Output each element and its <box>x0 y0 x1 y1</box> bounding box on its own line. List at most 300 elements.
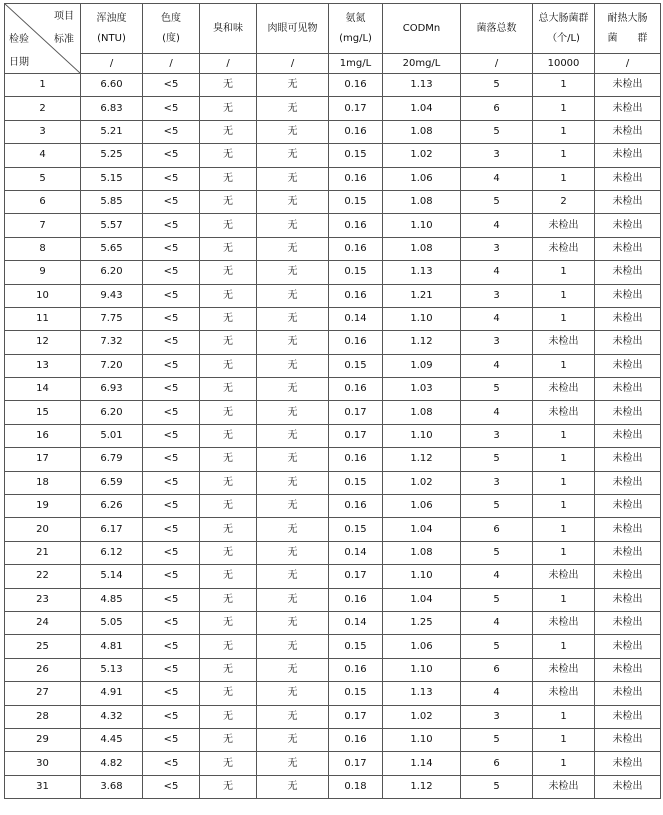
cell-codmn: 1.14 <box>383 752 461 775</box>
cell-odor: 无 <box>200 705 257 728</box>
cell-color: <5 <box>143 682 200 705</box>
cell-turbidity: 6.79 <box>81 448 143 471</box>
cell-day: 17 <box>5 448 81 471</box>
cell-total-coliform: 1 <box>533 471 595 494</box>
cell-odor: 无 <box>200 728 257 751</box>
table-row <box>5 74 661 97</box>
cell-odor: 无 <box>200 518 257 541</box>
cell-color: <5 <box>143 74 200 97</box>
cell-colony-count: 5 <box>461 775 533 798</box>
cell-day: 8 <box>5 237 81 260</box>
cell-thermotolerant-coliform: 未检出 <box>595 518 661 541</box>
table-row <box>5 682 661 705</box>
cell-color: <5 <box>143 424 200 447</box>
cell-visible-matter: 无 <box>257 74 329 97</box>
cell-color: <5 <box>143 588 200 611</box>
cell-turbidity: 4.32 <box>81 705 143 728</box>
cell-codmn: 1.13 <box>383 261 461 284</box>
cell-codmn: 1.09 <box>383 354 461 377</box>
cell-day: 27 <box>5 682 81 705</box>
cell-odor: 无 <box>200 588 257 611</box>
cell-total-coliform: 1 <box>533 307 595 330</box>
standard-visible-matter: / <box>257 54 329 74</box>
cell-turbidity: 7.75 <box>81 307 143 330</box>
cell-codmn: 1.10 <box>383 307 461 330</box>
cell-thermotolerant-coliform: 未检出 <box>595 682 661 705</box>
cell-turbidity: 6.83 <box>81 97 143 120</box>
corner-standard-label: 标准 <box>54 34 74 45</box>
cell-codmn: 1.06 <box>383 495 461 518</box>
cell-odor: 无 <box>200 635 257 658</box>
cell-thermotolerant-coliform: 未检出 <box>595 565 661 588</box>
cell-ammonia: 0.15 <box>329 682 383 705</box>
column-header-visible-matter: 肉眼可见物 <box>257 4 329 54</box>
cell-thermotolerant-coliform: 未检出 <box>595 97 661 120</box>
cell-thermotolerant-coliform: 未检出 <box>595 237 661 260</box>
cell-ammonia: 0.16 <box>329 728 383 751</box>
table-row <box>5 635 661 658</box>
cell-ammonia: 0.17 <box>329 424 383 447</box>
cell-total-coliform: 1 <box>533 541 595 564</box>
cell-color: <5 <box>143 611 200 634</box>
cell-codmn: 1.04 <box>383 588 461 611</box>
cell-total-coliform: 未检出 <box>533 682 595 705</box>
cell-thermotolerant-coliform: 未检出 <box>595 401 661 424</box>
cell-turbidity: 9.43 <box>81 284 143 307</box>
cell-day: 2 <box>5 97 81 120</box>
cell-thermotolerant-coliform: 未检出 <box>595 120 661 143</box>
cell-thermotolerant-coliform: 未检出 <box>595 471 661 494</box>
cell-thermotolerant-coliform: 未检出 <box>595 74 661 97</box>
cell-day: 11 <box>5 307 81 330</box>
cell-codmn: 1.25 <box>383 611 461 634</box>
cell-visible-matter: 无 <box>257 495 329 518</box>
table-row <box>5 261 661 284</box>
cell-codmn: 1.13 <box>383 74 461 97</box>
cell-thermotolerant-coliform: 未检出 <box>595 588 661 611</box>
cell-visible-matter: 无 <box>257 518 329 541</box>
cell-total-coliform: 未检出 <box>533 565 595 588</box>
cell-visible-matter: 无 <box>257 775 329 798</box>
cell-total-coliform: 未检出 <box>533 237 595 260</box>
cell-codmn: 1.10 <box>383 728 461 751</box>
cell-turbidity: 5.15 <box>81 167 143 190</box>
cell-color: <5 <box>143 97 200 120</box>
cell-day: 26 <box>5 658 81 681</box>
cell-codmn: 1.04 <box>383 97 461 120</box>
cell-codmn: 1.08 <box>383 120 461 143</box>
cell-odor: 无 <box>200 331 257 354</box>
cell-day: 19 <box>5 495 81 518</box>
table-row <box>5 541 661 564</box>
cell-odor: 无 <box>200 541 257 564</box>
cell-thermotolerant-coliform: 未检出 <box>595 261 661 284</box>
cell-day: 20 <box>5 518 81 541</box>
cell-colony-count: 5 <box>461 541 533 564</box>
cell-ammonia: 0.16 <box>329 284 383 307</box>
cell-visible-matter: 无 <box>257 424 329 447</box>
column-header-turbidity: 浑浊度 (NTU) <box>81 4 143 54</box>
cell-visible-matter: 无 <box>257 378 329 401</box>
table-row <box>5 354 661 377</box>
cell-codmn: 1.21 <box>383 284 461 307</box>
cell-total-coliform: 1 <box>533 424 595 447</box>
cell-colony-count: 5 <box>461 495 533 518</box>
cell-codmn: 1.12 <box>383 775 461 798</box>
cell-codmn: 1.10 <box>383 658 461 681</box>
cell-colony-count: 3 <box>461 144 533 167</box>
table-row <box>5 190 661 213</box>
cell-thermotolerant-coliform: 未检出 <box>595 658 661 681</box>
cell-color: <5 <box>143 565 200 588</box>
cell-day: 13 <box>5 354 81 377</box>
cell-odor: 无 <box>200 752 257 775</box>
cell-turbidity: 4.81 <box>81 635 143 658</box>
standard-codmn: 20mg/L <box>383 54 461 74</box>
cell-odor: 无 <box>200 448 257 471</box>
cell-total-coliform: 未检出 <box>533 331 595 354</box>
cell-color: <5 <box>143 261 200 284</box>
cell-color: <5 <box>143 354 200 377</box>
cell-odor: 无 <box>200 424 257 447</box>
cell-colony-count: 4 <box>461 307 533 330</box>
cell-day: 10 <box>5 284 81 307</box>
table-row <box>5 424 661 447</box>
cell-color: <5 <box>143 190 200 213</box>
cell-odor: 无 <box>200 658 257 681</box>
corner-header-cell <box>5 4 81 74</box>
cell-colony-count: 4 <box>461 401 533 424</box>
cell-total-coliform: 未检出 <box>533 658 595 681</box>
cell-colony-count: 4 <box>461 261 533 284</box>
cell-visible-matter: 无 <box>257 635 329 658</box>
cell-ammonia: 0.16 <box>329 167 383 190</box>
corner-date-label: 日期 <box>9 57 29 68</box>
cell-color: <5 <box>143 705 200 728</box>
cell-turbidity: 6.20 <box>81 401 143 424</box>
cell-total-coliform: 未检出 <box>533 378 595 401</box>
cell-odor: 无 <box>200 307 257 330</box>
cell-thermotolerant-coliform: 未检出 <box>595 705 661 728</box>
cell-color: <5 <box>143 635 200 658</box>
corner-item-label: 项目 <box>54 11 74 22</box>
cell-turbidity: 5.13 <box>81 658 143 681</box>
column-header-color: 色度 (度) <box>143 4 200 54</box>
table-row <box>5 97 661 120</box>
cell-day: 6 <box>5 190 81 213</box>
cell-day: 28 <box>5 705 81 728</box>
cell-thermotolerant-coliform: 未检出 <box>595 378 661 401</box>
cell-ammonia: 0.16 <box>329 448 383 471</box>
cell-colony-count: 3 <box>461 331 533 354</box>
cell-color: <5 <box>143 728 200 751</box>
cell-day: 24 <box>5 611 81 634</box>
cell-colony-count: 3 <box>461 284 533 307</box>
cell-turbidity: 5.25 <box>81 144 143 167</box>
cell-total-coliform: 1 <box>533 74 595 97</box>
table-row <box>5 775 661 798</box>
cell-colony-count: 3 <box>461 471 533 494</box>
cell-codmn: 1.02 <box>383 471 461 494</box>
cell-visible-matter: 无 <box>257 611 329 634</box>
cell-total-coliform: 1 <box>533 144 595 167</box>
cell-ammonia: 0.15 <box>329 190 383 213</box>
cell-turbidity: 5.57 <box>81 214 143 237</box>
cell-color: <5 <box>143 541 200 564</box>
cell-visible-matter: 无 <box>257 682 329 705</box>
cell-odor: 无 <box>200 611 257 634</box>
cell-turbidity: 4.85 <box>81 588 143 611</box>
cell-turbidity: 6.59 <box>81 471 143 494</box>
cell-turbidity: 5.01 <box>81 424 143 447</box>
cell-thermotolerant-coliform: 未检出 <box>595 144 661 167</box>
table-row <box>5 728 661 751</box>
table-row <box>5 214 661 237</box>
cell-thermotolerant-coliform: 未检出 <box>595 611 661 634</box>
cell-total-coliform: 1 <box>533 588 595 611</box>
standard-thermotolerant-coliform: / <box>595 54 661 74</box>
cell-ammonia: 0.15 <box>329 518 383 541</box>
cell-color: <5 <box>143 471 200 494</box>
cell-total-coliform: 1 <box>533 495 595 518</box>
cell-codmn: 1.13 <box>383 682 461 705</box>
standard-color: / <box>143 54 200 74</box>
cell-day: 21 <box>5 541 81 564</box>
standard-turbidity: / <box>81 54 143 74</box>
column-header-colony-count: 菌落总数 <box>461 4 533 54</box>
cell-thermotolerant-coliform: 未检出 <box>595 541 661 564</box>
cell-visible-matter: 无 <box>257 190 329 213</box>
table-row <box>5 448 661 471</box>
cell-colony-count: 5 <box>461 448 533 471</box>
table-row <box>5 120 661 143</box>
cell-codmn: 1.06 <box>383 167 461 190</box>
cell-odor: 无 <box>200 144 257 167</box>
table-row <box>5 237 661 260</box>
cell-ammonia: 0.17 <box>329 401 383 424</box>
cell-thermotolerant-coliform: 未检出 <box>595 284 661 307</box>
cell-ammonia: 0.15 <box>329 354 383 377</box>
cell-day: 22 <box>5 565 81 588</box>
cell-total-coliform: 1 <box>533 518 595 541</box>
cell-odor: 无 <box>200 190 257 213</box>
cell-colony-count: 4 <box>461 611 533 634</box>
cell-turbidity: 4.45 <box>81 728 143 751</box>
cell-visible-matter: 无 <box>257 401 329 424</box>
cell-codmn: 1.06 <box>383 635 461 658</box>
cell-visible-matter: 无 <box>257 97 329 120</box>
column-header-ammonia: 氨氮 (mg/L) <box>329 4 383 54</box>
standard-total-coliform: 10000 <box>533 54 595 74</box>
cell-turbidity: 5.05 <box>81 611 143 634</box>
cell-ammonia: 0.16 <box>329 331 383 354</box>
cell-ammonia: 0.15 <box>329 471 383 494</box>
cell-colony-count: 4 <box>461 565 533 588</box>
cell-colony-count: 6 <box>461 658 533 681</box>
cell-thermotolerant-coliform: 未检出 <box>595 331 661 354</box>
cell-turbidity: 5.21 <box>81 120 143 143</box>
cell-day: 16 <box>5 424 81 447</box>
cell-color: <5 <box>143 307 200 330</box>
cell-ammonia: 0.17 <box>329 705 383 728</box>
cell-total-coliform: 1 <box>533 284 595 307</box>
cell-colony-count: 3 <box>461 237 533 260</box>
cell-turbidity: 5.85 <box>81 190 143 213</box>
cell-visible-matter: 无 <box>257 448 329 471</box>
cell-day: 4 <box>5 144 81 167</box>
cell-colony-count: 5 <box>461 120 533 143</box>
cell-visible-matter: 无 <box>257 167 329 190</box>
cell-turbidity: 5.14 <box>81 565 143 588</box>
cell-ammonia: 0.17 <box>329 97 383 120</box>
cell-total-coliform: 1 <box>533 752 595 775</box>
standard-odor: / <box>200 54 257 74</box>
cell-colony-count: 5 <box>461 728 533 751</box>
cell-visible-matter: 无 <box>257 471 329 494</box>
cell-ammonia: 0.15 <box>329 144 383 167</box>
cell-thermotolerant-coliform: 未检出 <box>595 307 661 330</box>
cell-odor: 无 <box>200 495 257 518</box>
cell-visible-matter: 无 <box>257 307 329 330</box>
cell-colony-count: 5 <box>461 378 533 401</box>
cell-total-coliform: 1 <box>533 354 595 377</box>
cell-codmn: 1.02 <box>383 705 461 728</box>
cell-codmn: 1.04 <box>383 518 461 541</box>
cell-ammonia: 0.15 <box>329 635 383 658</box>
cell-visible-matter: 无 <box>257 658 329 681</box>
cell-thermotolerant-coliform: 未检出 <box>595 190 661 213</box>
cell-turbidity: 4.91 <box>81 682 143 705</box>
cell-odor: 无 <box>200 167 257 190</box>
cell-colony-count: 3 <box>461 424 533 447</box>
table-row <box>5 167 661 190</box>
cell-codmn: 1.08 <box>383 401 461 424</box>
cell-turbidity: 4.82 <box>81 752 143 775</box>
cell-ammonia: 0.16 <box>329 495 383 518</box>
cell-color: <5 <box>143 775 200 798</box>
table-row <box>5 284 661 307</box>
cell-visible-matter: 无 <box>257 331 329 354</box>
cell-codmn: 1.08 <box>383 237 461 260</box>
cell-colony-count: 6 <box>461 518 533 541</box>
table-row <box>5 752 661 775</box>
cell-odor: 无 <box>200 378 257 401</box>
cell-total-coliform: 未检出 <box>533 214 595 237</box>
corner-check-label: 检验 <box>9 34 29 45</box>
cell-day: 18 <box>5 471 81 494</box>
cell-day: 15 <box>5 401 81 424</box>
cell-codmn: 1.03 <box>383 378 461 401</box>
cell-colony-count: 4 <box>461 214 533 237</box>
cell-color: <5 <box>143 752 200 775</box>
cell-ammonia: 0.16 <box>329 214 383 237</box>
cell-color: <5 <box>143 284 200 307</box>
cell-total-coliform: 1 <box>533 728 595 751</box>
cell-codmn: 1.08 <box>383 541 461 564</box>
cell-thermotolerant-coliform: 未检出 <box>595 752 661 775</box>
cell-colony-count: 4 <box>461 167 533 190</box>
cell-color: <5 <box>143 237 200 260</box>
cell-odor: 无 <box>200 471 257 494</box>
cell-colony-count: 6 <box>461 97 533 120</box>
cell-ammonia: 0.18 <box>329 775 383 798</box>
cell-turbidity: 7.32 <box>81 331 143 354</box>
cell-day: 31 <box>5 775 81 798</box>
table-row <box>5 611 661 634</box>
cell-ammonia: 0.17 <box>329 752 383 775</box>
cell-color: <5 <box>143 120 200 143</box>
cell-visible-matter: 无 <box>257 237 329 260</box>
cell-odor: 无 <box>200 284 257 307</box>
cell-turbidity: 6.17 <box>81 518 143 541</box>
table-row <box>5 588 661 611</box>
cell-codmn: 1.12 <box>383 331 461 354</box>
cell-odor: 无 <box>200 214 257 237</box>
cell-color: <5 <box>143 401 200 424</box>
cell-visible-matter: 无 <box>257 120 329 143</box>
cell-day: 14 <box>5 378 81 401</box>
cell-visible-matter: 无 <box>257 588 329 611</box>
cell-total-coliform: 1 <box>533 167 595 190</box>
cell-turbidity: 3.68 <box>81 775 143 798</box>
table-row <box>5 331 661 354</box>
cell-odor: 无 <box>200 261 257 284</box>
cell-codmn: 1.12 <box>383 448 461 471</box>
cell-color: <5 <box>143 518 200 541</box>
cell-color: <5 <box>143 167 200 190</box>
standard-colony-count: / <box>461 54 533 74</box>
cell-color: <5 <box>143 658 200 681</box>
cell-turbidity: 6.60 <box>81 74 143 97</box>
table-row <box>5 307 661 330</box>
cell-colony-count: 5 <box>461 588 533 611</box>
table-row <box>5 401 661 424</box>
cell-odor: 无 <box>200 74 257 97</box>
cell-odor: 无 <box>200 775 257 798</box>
cell-thermotolerant-coliform: 未检出 <box>595 167 661 190</box>
cell-colony-count: 6 <box>461 752 533 775</box>
cell-color: <5 <box>143 448 200 471</box>
cell-ammonia: 0.14 <box>329 541 383 564</box>
cell-turbidity: 7.20 <box>81 354 143 377</box>
table-row <box>5 378 661 401</box>
cell-visible-matter: 无 <box>257 354 329 377</box>
cell-day: 3 <box>5 120 81 143</box>
cell-visible-matter: 无 <box>257 565 329 588</box>
cell-color: <5 <box>143 144 200 167</box>
cell-ammonia: 0.14 <box>329 611 383 634</box>
cell-turbidity: 6.26 <box>81 495 143 518</box>
cell-day: 12 <box>5 331 81 354</box>
column-header-total-coliform: 总大肠菌群 （个/L) <box>533 4 595 54</box>
cell-color: <5 <box>143 378 200 401</box>
cell-day: 9 <box>5 261 81 284</box>
table-body <box>5 74 661 799</box>
cell-color: <5 <box>143 331 200 354</box>
cell-odor: 无 <box>200 97 257 120</box>
cell-color: <5 <box>143 495 200 518</box>
cell-day: 7 <box>5 214 81 237</box>
cell-visible-matter: 无 <box>257 728 329 751</box>
cell-turbidity: 6.12 <box>81 541 143 564</box>
cell-ammonia: 0.16 <box>329 237 383 260</box>
cell-ammonia: 0.16 <box>329 658 383 681</box>
cell-colony-count: 5 <box>461 635 533 658</box>
column-header-odor: 臭和味 <box>200 4 257 54</box>
cell-visible-matter: 无 <box>257 541 329 564</box>
cell-thermotolerant-coliform: 未检出 <box>595 354 661 377</box>
table-row <box>5 705 661 728</box>
